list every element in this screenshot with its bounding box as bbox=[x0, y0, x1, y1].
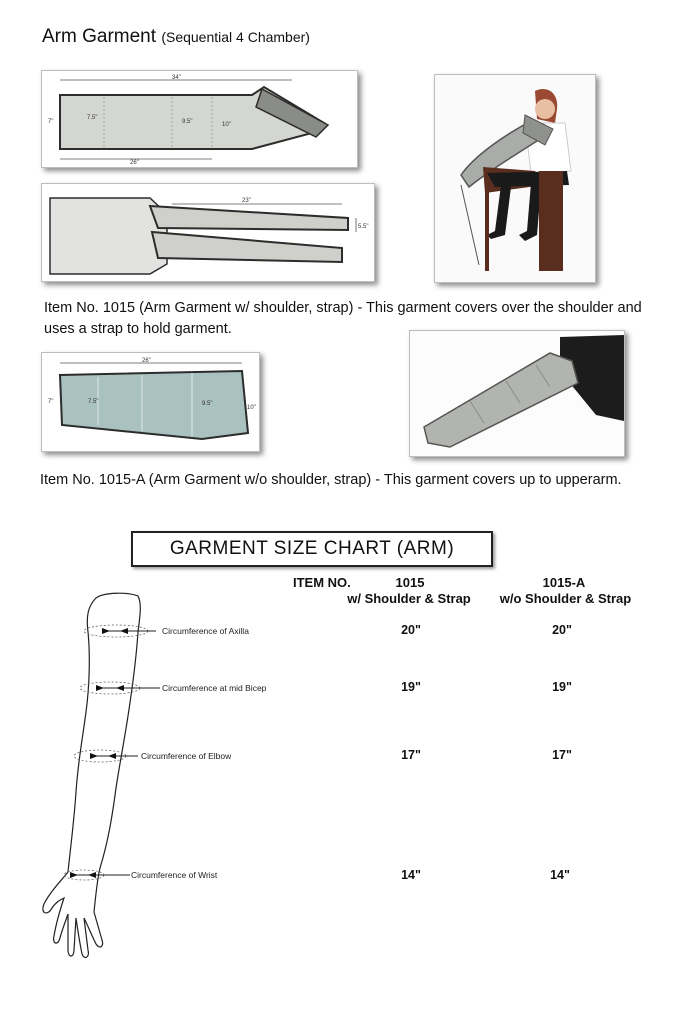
caption-item-1015: Item No. 1015 (Arm Garment w/ shoulder, strap) - This garment covers over the shoulder and uses a strap to hold garment. bbox=[44, 300, 642, 337]
size-chart-title: GARMENT SIZE CHART (ARM) bbox=[131, 531, 493, 567]
dim-10: 10" bbox=[222, 122, 231, 128]
value-1015-bicep: 19" bbox=[401, 680, 421, 694]
page-title bbox=[42, 26, 310, 48]
dim-7: 7" bbox=[48, 119, 54, 125]
item-no-label: ITEM NO. bbox=[293, 575, 351, 590]
arm-outline-diagram bbox=[30, 592, 160, 962]
dim-26: 26" bbox=[130, 160, 139, 166]
value-1015a-axilla: 20" bbox=[552, 623, 572, 637]
col-1015-item: 1015 bbox=[395, 575, 425, 590]
dim-5-5: 5.5" bbox=[358, 224, 369, 230]
value-1015-wrist: 14" bbox=[401, 868, 421, 882]
caption-item-1015a: Item No. 1015-A (Arm Garment w/o shoulder, strap) - This garment covers up to upperarm. bbox=[40, 472, 622, 488]
arm-in-garment-photo bbox=[409, 330, 625, 457]
value-1015-axilla: 20" bbox=[401, 623, 421, 637]
dim-a-10: 10" bbox=[247, 405, 256, 411]
title-subtitle: (Sequential 4 Chamber) bbox=[161, 29, 310, 45]
title-main: Arm Garment bbox=[42, 26, 157, 47]
label-elbow: Circumference of Elbow bbox=[141, 751, 232, 761]
value-1015-elbow: 17" bbox=[401, 748, 421, 762]
label-mid-bicep: Circumference at mid Bicep bbox=[162, 683, 267, 693]
col-1015a-item: 1015-A bbox=[542, 575, 586, 590]
col-1015a-desc: w/o Shoulder & Strap bbox=[499, 591, 632, 606]
dim-34: 34" bbox=[172, 75, 181, 81]
garment-1015a-flat-diagram bbox=[41, 352, 260, 452]
dim-a-9-5: 9.5" bbox=[202, 401, 213, 407]
dim-23: 23" bbox=[242, 198, 251, 204]
dim-a-7-5: 7.5" bbox=[88, 399, 99, 405]
label-axilla: Circumference of Axilla bbox=[162, 626, 249, 636]
garment-1015-strap-diagram bbox=[41, 183, 375, 282]
value-1015a-bicep: 19" bbox=[552, 680, 572, 694]
dim-a-26: 26" bbox=[142, 358, 151, 364]
dim-7-5: 7.5" bbox=[87, 115, 98, 121]
dim-9-5: 9.5" bbox=[182, 119, 193, 125]
col-1015-desc: w/ Shoulder & Strap bbox=[347, 591, 471, 606]
label-wrist: Circumference of Wrist bbox=[131, 870, 218, 880]
woman-wearing-garment-photo bbox=[434, 74, 596, 283]
dim-a-7: 7" bbox=[48, 399, 54, 405]
value-1015a-wrist: 14" bbox=[550, 868, 570, 882]
value-1015a-elbow: 17" bbox=[552, 748, 572, 762]
garment-1015-flat-diagram bbox=[41, 70, 358, 168]
